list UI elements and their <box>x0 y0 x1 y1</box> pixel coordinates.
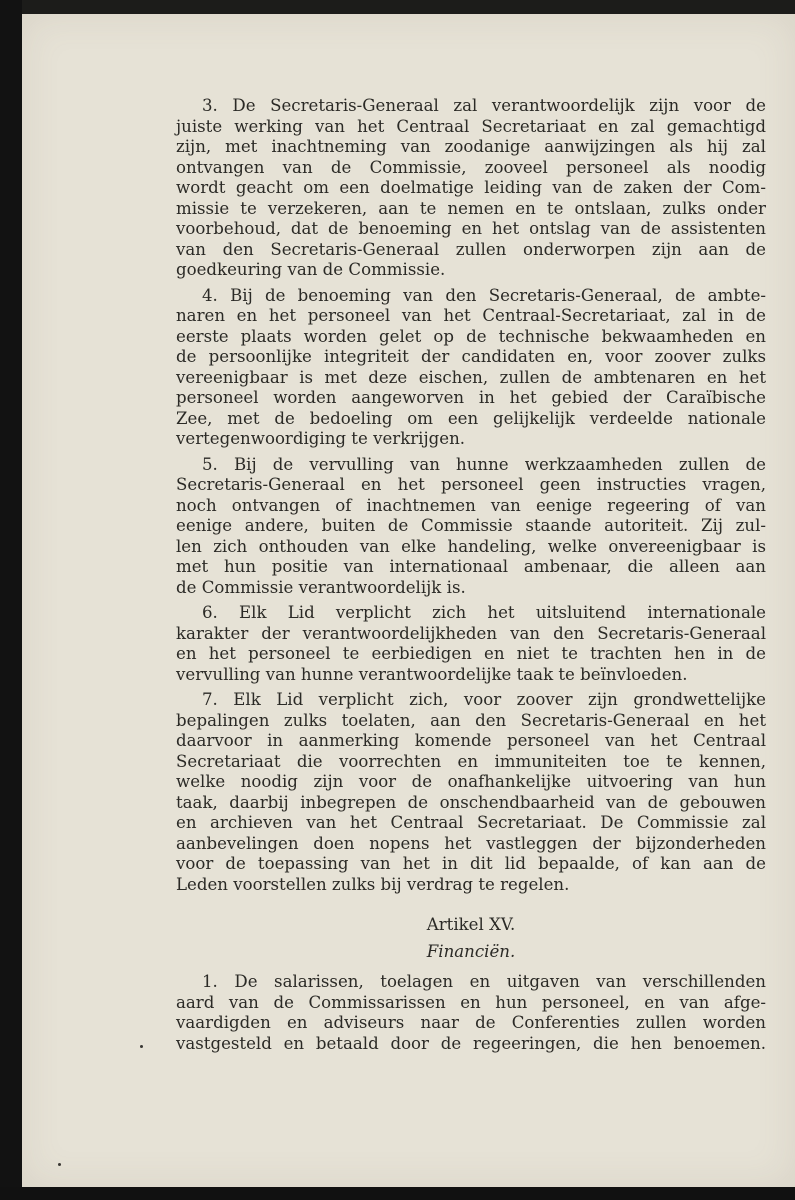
text-line: vaardigden en adviseurs naar de Conferenties zullen worden <box>176 1013 766 1032</box>
text-line: Leden voorstellen zulks bij verdrag te regelen. <box>176 874 570 894</box>
article-paragraph-1 <box>176 972 766 1054</box>
text-line: noch ontvangen of inachtnemen van eenige regeering of van <box>176 495 766 515</box>
text-line: naren en het personeel van het Centraal-Secretariaat, zal in de <box>176 306 766 325</box>
text-line: 4. Bij de benoeming van den Secretaris-Generaal, de ambte- <box>202 285 766 305</box>
text-line: Zee, met de bedoeling om een gelijkelijk verdeelde nationale <box>176 408 766 428</box>
text-line: vereenigbaar is met deze eischen, zullen de ambtenaren en het <box>176 367 766 387</box>
paragraph-3 <box>176 96 766 281</box>
text-line: personeel worden aangeworven in het gebied der Caraïbische <box>176 388 766 407</box>
paper-speck <box>58 1163 61 1166</box>
text-line: 5. Bij de vervulling van hunne werkzaamheden zullen de <box>202 454 766 474</box>
text-line: wordt geacht om een doelmatige leiding van de zaken der Com- <box>176 178 766 197</box>
text-line: aanbevelingen doen nopens het vastleggen der bijzonderheden <box>176 833 766 853</box>
text-line: vervulling van hunne verantwoordelijke taak te beïnvloeden. <box>176 664 688 684</box>
text-line: juiste werking van het Centraal Secretariaat en zal gemachtigd <box>176 116 766 136</box>
text-line: zijn, met inachtneming van zoodanige aanwijzingen als hij zal <box>176 137 766 156</box>
text-line: en archieven van het Centraal Secretariaat. De Commissie zal <box>176 813 766 832</box>
paper-speck <box>140 1045 143 1048</box>
paragraph-4 <box>176 286 766 450</box>
text-line: 7. Elk Lid verplicht zich, voor zoover zijn grondwettelijke <box>202 690 766 709</box>
article-subheading: Financiën. <box>426 941 516 961</box>
text-line: karakter der verantwoordelijkheden van den Secretaris-Generaal <box>176 623 766 643</box>
text-line: eenige andere, buiten de Commissie staande autoriteit. Zij zul- <box>176 516 766 535</box>
text-line: 3. De Secretaris-Generaal zal verantwoordelijk zijn voor de <box>202 96 766 115</box>
scan-border-top <box>0 0 795 14</box>
text-line: welke noodig zijn voor de onafhankelijke uitvoering van hun <box>176 772 766 791</box>
paragraph-7 <box>176 690 766 895</box>
text-line: goedkeuring van de Commissie. <box>176 260 446 279</box>
scan-border-bottom <box>0 1187 795 1200</box>
document-body <box>176 96 766 1059</box>
paragraph-5 <box>176 455 766 599</box>
text-line: de persoonlijke integriteit der candidaten en, voor zoover zulks <box>176 347 766 366</box>
article-heading: Artikel XV. <box>426 915 516 934</box>
text-line: 1. De salarissen, toelagen en uitgaven van verschillenden <box>202 972 766 991</box>
text-line: bepalingen zulks toelaten, aan den Secretaris-Generaal en het <box>176 710 766 730</box>
text-line: de Commissie verantwoordelijk is. <box>176 577 466 597</box>
text-line: eerste plaats worden gelet op de technische bekwaamheden en <box>176 326 766 346</box>
text-line: ontvangen van de Commissie, zooveel personeel als noodig <box>176 157 766 177</box>
text-line: vastgesteld en betaald door de regeeringen, die hen benoemen. <box>176 1033 766 1053</box>
paragraph-6 <box>176 603 766 685</box>
text-line: len zich onthouden van elke handeling, welke onvereenigbaar is <box>176 536 766 556</box>
text-line: met hun positie van internationaal ambenaar, die alleen aan <box>176 557 766 576</box>
text-line: vertegenwoordiging te verkrijgen. <box>176 429 466 448</box>
text-line: missie te verzekeren, aan te nemen en te ontslaan, zulks onder <box>176 198 766 218</box>
text-line: voorbehoud, dat de benoeming en het ontslag van de assistenten <box>176 219 766 238</box>
text-line: aard van de Commissarissen en hun personeel, en van afge- <box>176 992 766 1012</box>
text-line: van den Secretaris-Generaal zullen onderworpen zijn aan de <box>176 239 766 259</box>
text-line: voor de toepassing van het in dit lid bepaalde, of kan aan de <box>176 854 766 873</box>
text-line: 6. Elk Lid verplicht zich het uitsluitend internationale <box>202 603 766 622</box>
text-line: Secretaris-Generaal en het personeel geen instructies vragen, <box>176 475 766 494</box>
text-line: en het personeel te eerbiedigen en niet te trachten hen in de <box>176 644 766 663</box>
scan-border-left <box>0 0 22 1200</box>
text-line: taak, daarbij inbegrepen de onschendbaarheid van de gebouwen <box>176 792 766 812</box>
text-line: daarvoor in aanmerking komende personeel van het Centraal <box>176 731 766 750</box>
text-line: Secretariaat die voorrechten en immuniteiten toe te kennen, <box>176 751 766 771</box>
